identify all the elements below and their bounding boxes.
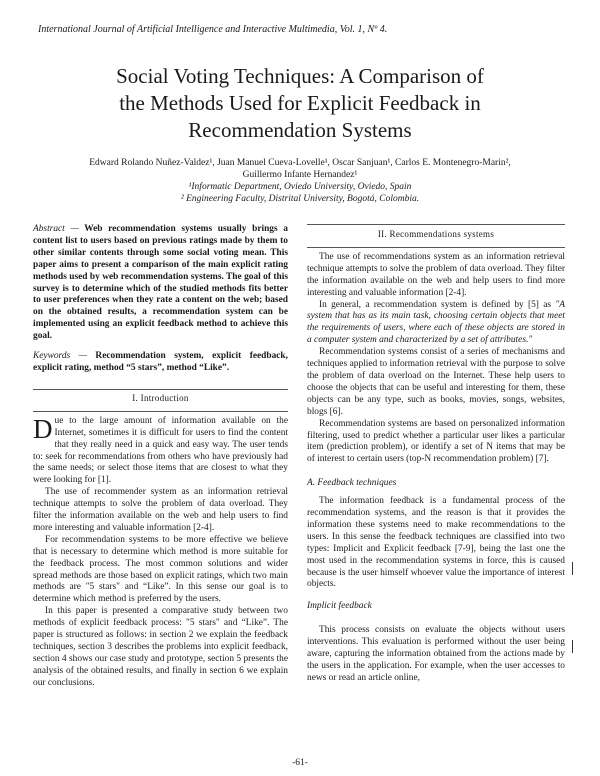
recsys-paragraph-2 <box>307 300 565 348</box>
title-line-1: Social Voting Techniques: A Comparison of <box>116 64 484 88</box>
abstract-text: Web recommendation systems usually brings a content list to users based on previous ratings made by them to other similar contents through some social voting mean. This paper aims to present a comparison of the main explicit rating methods used by web recommendation systems. The goal of this survey is to determine which of the studied methods fits better to user preferences when they rate a content on the web; based on the obtained results, a recommendation system can be implemented using an explicit feedback method to achieve this goal. <box>33 224 288 342</box>
keywords-text: Recommendation system, explicit feedback, explicit rating, method “5 stars”, method “Like”. <box>33 351 288 373</box>
section-heading-recommendations: II. Recommendations systems <box>377 229 495 239</box>
section-divider-top <box>307 224 565 225</box>
implicit-paragraph-1: This process consists on evaluate the objects without users interventions. This evaluation is performed without the user being aware, capturing the information obtained from the actions made by the users in the application. For example, when the user accesses to news or read an article online, <box>307 625 565 683</box>
section-heading-block <box>33 389 288 405</box>
abstract-lead: Abstract — <box>33 224 79 234</box>
right-column <box>307 224 565 685</box>
intro-paragraph-2: The use of recommender system as an information retrieval technique attempts to solve the problem of data overload. They filter the information available on the web and help users to find more interesting and valuable information [2-4]. <box>33 487 288 533</box>
subsection-heading-implicit: Implicit feedback <box>307 601 372 612</box>
feedback-paragraph-1: The information feedback is a fundamental process of the recommendation systems, and the reason is that it provides the information these systems need to make recommendations to the users. In this sense the feedback techniques are classified into two types: Implicit and Explicit feedback [7-9], being the last one the most used in the recommendation systems in force, this is caused because is the user himself whoever value the importance of interest objects. <box>307 496 565 590</box>
affiliation-2: ² Engineering Faculty, Distrital University, Bogotá, Colombia. <box>180 194 420 204</box>
authors-line-2: Guillermo Infante Hernandez¹ <box>242 170 358 180</box>
affiliation-1: ¹Informatic Department, Oviedo University, Oviedo, Spain <box>188 182 412 192</box>
intro-paragraph-4: In this paper is presented a comparative study between two methods of explicit feedback process: "5 stars" and “Like”. The paper is structured as follows: in section 2 we explain the feedback techniques, section 3 describes the problems into explicit feedback, section 4 shows our case study and prototype, section 5 presents the analysis of the obtained results, and finally in section 6 we explain our conclusions. <box>33 606 288 688</box>
title-line-3: Recommendation Systems <box>188 118 412 142</box>
recsys-paragraph-3: Recommendation systems consist of a series of mechanisms and techniques applied to information retrieval with the purpose to solve the problem of data overload on the Internet. These help users to choose the objects that can be useful and interesting for them, these objects can be any type, such as books, movies, songs, websites, blogs [6]. <box>307 347 565 417</box>
title-line-2: the Methods Used for Explicit Feedback in <box>119 91 481 115</box>
author-list <box>40 157 560 181</box>
abstract <box>33 224 288 343</box>
recsys-definition-quote: "A system that has as its main task, choosing certain objects that meet the requirements of users, where each of these objects are stored in a computer system and characterized by a set of attributes." <box>307 299 565 346</box>
keywords-lead: Keywords — <box>33 351 87 362</box>
paper-title <box>40 63 560 144</box>
drop-cap: D <box>33 413 53 444</box>
left-column <box>33 224 288 690</box>
intro-paragraph-1 <box>33 413 288 487</box>
authors-line-1: Edward Rolando Nuñez-Valdez¹, Juan Manuel Cueva-Lovelle¹, Oscar Sanjuan¹, Carlos E. Montenegro-Marin², <box>89 158 511 168</box>
recsys-paragraph-4: Recommendation systems are based on personalized information filtering, used to predict whether a particular user likes a particular item (prediction problem), or identify a set of N items that may be of interest to certain users (top-N recommendation problem) [7]. <box>307 418 565 465</box>
keywords <box>33 351 288 375</box>
recsys-paragraph-1: The use of recommendations system as an information retrieval technique attempts to solve the problem of data overload. They filter the information available on the web and help users to find more interesting and valuable information [2-4]. <box>307 251 565 298</box>
section-divider <box>33 411 288 412</box>
margin-change-bar <box>572 562 573 575</box>
subsection-heading-feedback: A. Feedback techniques <box>307 478 397 489</box>
section-heading-introduction: I. Introduction <box>132 392 189 403</box>
intro-p1-text: ue to the large amount of information available on the Internet, sometimes it is difficult for users to find the content that they really need in a quick and easy way. The user tends to: seek for recommendations from others who have previously had the same needs; or select those items that are closest to what they were looking for [1]. <box>33 415 288 486</box>
recsys-p2-text: In general, a recommendation system is defined by [5] as <box>319 299 556 310</box>
section-divider-bottom <box>307 247 565 248</box>
margin-change-bar <box>572 640 573 653</box>
journal-header: International Journal of Artificial Intelligence and Interactive Multimedia, Vol. 1, Nº 4. <box>38 24 388 35</box>
page-number: -61- <box>292 758 308 768</box>
intro-paragraph-3: For recommendation systems to be more effective we believe that is necessary to determine which method is more suitable for the feedback process. The most common solutions and wider spread methods are those based on explicit ratings, which two main methods are "5 stars" and “Like”. In this sense our goal is to determine which method is preferred by the users. <box>33 534 288 605</box>
